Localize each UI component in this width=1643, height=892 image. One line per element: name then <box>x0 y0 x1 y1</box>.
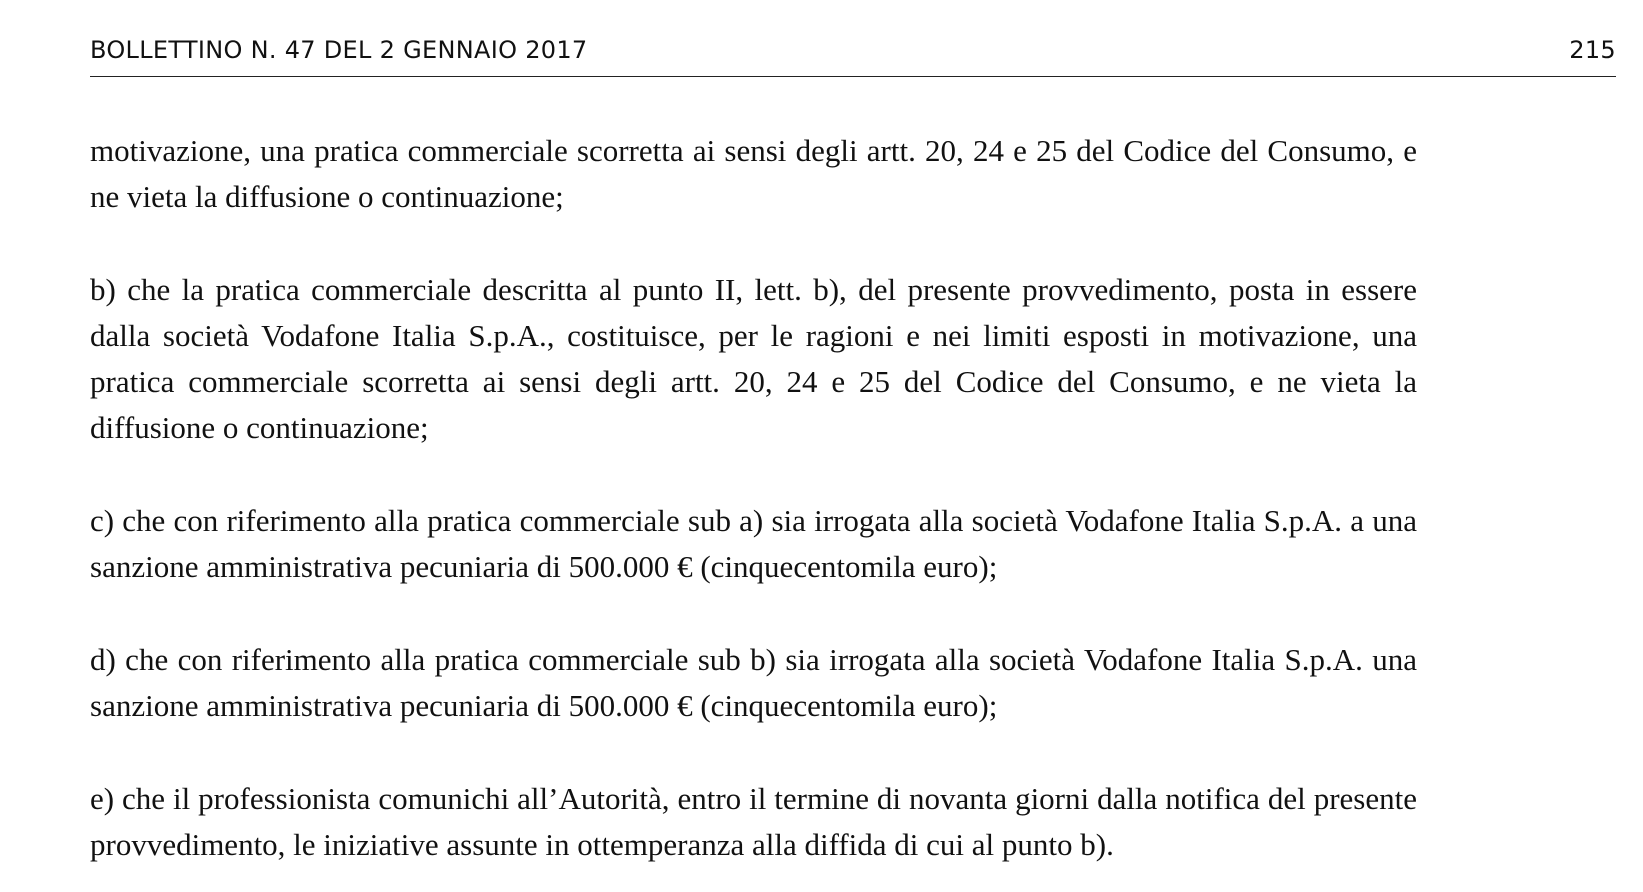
paragraph-d: d) che con riferimento alla pratica commerciale sub b) sia irrogata alla società Vodafone Italia S.p.A. una sanzione amministrativa pecuniaria di 500.000 € (cinquecentomila euro); <box>90 642 1417 723</box>
bulletin-title: BOLLETTINO N. 47 DEL 2 GENNAIO 2017 <box>90 36 588 64</box>
paragraph-c: c) che con riferimento alla pratica commerciale sub a) sia irrogata alla società Vodafone Italia S.p.A. a una sanzione amministrativa pecuniaria di 500.000 € (cinquecentomila euro); <box>90 503 1417 584</box>
page-header <box>90 36 1616 77</box>
paragraph-continuation: motivazione, una pratica commerciale scorretta ai sensi degli artt. 20, 24 e 25 del Codice del Consumo, e ne vieta la diffusione o continuazione; <box>90 133 1417 214</box>
page-number: 215 <box>1569 36 1616 64</box>
paragraph-e: e) che il professionista comunichi all’Autorità, entro il termine di novanta giorni dalla notifica del presente provvedimento, le iniziative assunte in ottemperanza alla diffida di cui al punto b). <box>90 781 1417 862</box>
paragraph-b: b) che la pratica commerciale descritta al punto II, lett. b), del presente provvedimento, posta in essere dalla società Vodafone Italia S.p.A., costituisce, per le ragioni e nei limiti esposti in motivazione, una pratica commerciale scorretta ai sensi degli artt. 20, 24 e 25 del Codice del Consumo, e ne vieta la diffusione o continuazione; <box>90 272 1417 445</box>
document-body <box>90 128 1417 868</box>
